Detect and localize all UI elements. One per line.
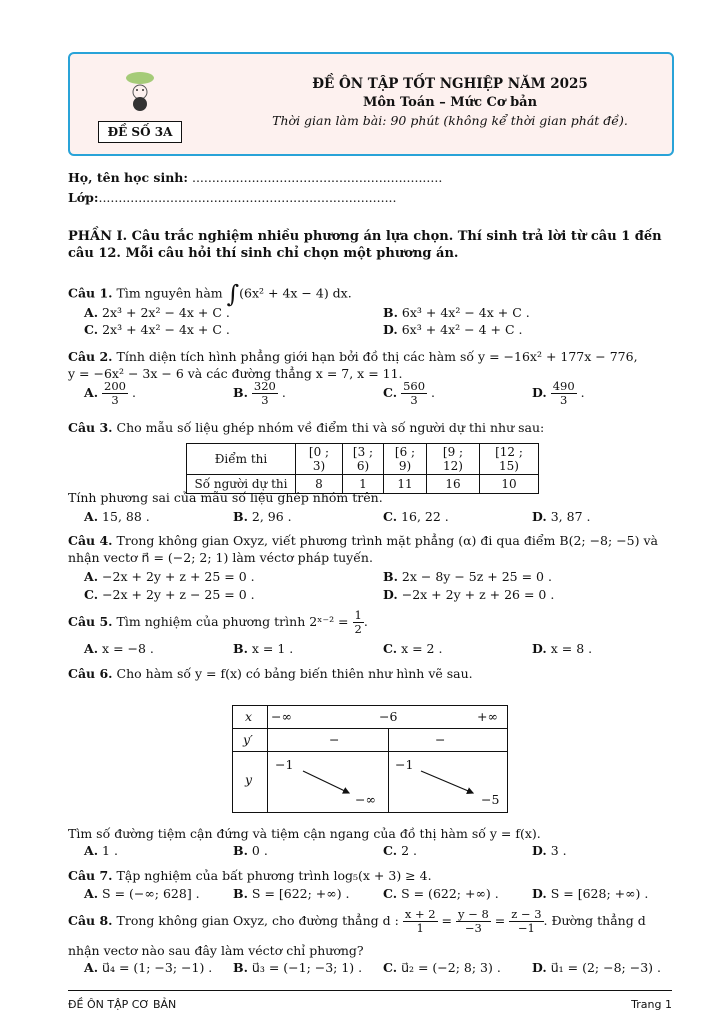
vt-sign-1: − — [329, 732, 340, 747]
table-cell: [0 ; 3) — [296, 444, 343, 475]
q6-option-d[interactable]: D. 3 . — [532, 843, 567, 858]
vt-y-bottom-2: −5 — [481, 792, 500, 807]
table-cell: Điểm thi — [187, 444, 296, 475]
q3-question: Tính phương sai của mẫu số liệu ghép nhóm trên. — [68, 490, 383, 505]
variation-table — [232, 705, 508, 813]
q8-stem: Câu 8. Trong không gian Oxyz, cho đường thẳng d : $\frac{x + 2}{1}$ = $\frac{y - 8}{-3}$ = $\frac{z - 3}{-1}$ . Đường thẳng d — [68, 907, 646, 935]
vt-x-mid: −6 — [379, 709, 398, 724]
q2-option-c[interactable]: C. $\frac{560}{3}$ . — [383, 379, 435, 407]
q3-option-d[interactable]: D. 3, 87 . — [532, 509, 591, 524]
table-row — [187, 444, 539, 475]
exam-title: ĐỀ ÔN TẬP TỐT NGHIỆP NĂM 2025 — [312, 76, 588, 92]
q4-option-d[interactable]: D. −2x + 2y + z + 26 = 0 . — [383, 587, 555, 602]
vt-sign-2: − — [435, 732, 446, 747]
q8-option-d[interactable]: D. u⃗₁ = (2; −8; −3) . — [532, 960, 661, 975]
vt-arrows — [233, 706, 507, 812]
q1-option-a[interactable]: A. 2x³ + 2x² − 4x + C . — [84, 305, 230, 320]
q3-option-c[interactable]: C. 16, 22 . — [383, 509, 449, 524]
student-class-line: Lớp:........................................................................... — [68, 190, 397, 205]
q2-option-a[interactable]: A. $\frac{200}{3}$ . — [84, 379, 136, 407]
table-cell: Số người dự thi — [187, 475, 296, 494]
q5-option-b[interactable]: B. x = 1 . — [233, 641, 294, 656]
table-cell: 10 — [480, 475, 539, 494]
q6-option-c[interactable]: C. 2 . — [383, 843, 417, 858]
student-name-line: Họ, tên học sinh: ............................................................... — [68, 170, 443, 185]
q2-stem-1: Câu 2. Tính diện tích hình phẳng giới hạn bởi đồ thị các hàm số y = −16x² + 177x − 776, — [68, 349, 638, 364]
vt-x-right: +∞ — [477, 709, 498, 724]
vt-y-label: y — [245, 772, 253, 787]
q4-stem-1: Câu 4. Trong không gian Oxyz, viết phương trình mặt phẳng (α) đi qua điểm B(2; −8; −5) và — [68, 533, 658, 548]
footer-divider — [68, 990, 672, 991]
vt-yp-label: y′ — [243, 732, 253, 747]
vt-y-top-1: −1 — [275, 757, 294, 772]
q6-option-a[interactable]: A. 1 . — [84, 843, 118, 858]
logo-icon — [118, 64, 162, 116]
part1-heading-2: câu 12. Mỗi câu hỏi thí sinh chỉ chọn một phương án. — [68, 246, 459, 261]
exam-code: ĐỀ SỐ 3A — [98, 121, 182, 143]
q6-question: Tìm số đường tiệm cận đứng và tiệm cận ngang của đồ thị hàm số y = f(x). — [68, 826, 541, 841]
q7-option-a[interactable]: A. S = (−∞; 628] . — [84, 886, 200, 901]
q8-option-a[interactable]: A. u⃗₄ = (1; −3; −1) . — [84, 960, 213, 975]
q3-option-a[interactable]: A. 15, 88 . — [84, 509, 150, 524]
q4-option-c[interactable]: C. −2x + 2y + z − 25 = 0 . — [84, 587, 255, 602]
q1-stem: Câu 1. Tìm nguyên hàm ∫(6x² + 4x − 4) dx. — [68, 280, 352, 308]
q6-option-b[interactable]: B. 0 . — [233, 843, 268, 858]
part1-heading-1: PHẦN I. Câu trắc nghiệm nhiều phương án lựa chọn. Thí sinh trả lời từ câu 1 đến — [68, 229, 662, 244]
q7-option-c[interactable]: C. S = (622; +∞) . — [383, 886, 499, 901]
table-cell: 11 — [384, 475, 427, 494]
q8-stem-2: nhận vectơ nào sau đây làm véctơ chỉ phương? — [68, 943, 364, 958]
footer-left: ĐỀ ÔN TẬP CƠ BẢN — [68, 998, 177, 1011]
vt-y-bottom-1: −∞ — [355, 792, 376, 807]
table-cell: [6 ; 9) — [384, 444, 427, 475]
q5-option-d[interactable]: D. x = 8 . — [532, 641, 593, 656]
q1-option-d[interactable]: D. 6x³ + 4x² − 4 + C . — [383, 322, 523, 337]
q7-option-d[interactable]: D. S = [628; +∞) . — [532, 886, 649, 901]
vt-y-top-2: −1 — [395, 757, 414, 772]
table-cell: 8 — [296, 475, 343, 494]
q4-option-b[interactable]: B. 2x − 8y − 5z + 25 = 0 . — [383, 569, 552, 584]
table-cell: 1 — [343, 475, 384, 494]
q4-option-a[interactable]: A. −2x + 2y + z + 25 = 0 . — [84, 569, 255, 584]
q8-option-c[interactable]: C. u⃗₂ = (−2; 8; 3) . — [383, 960, 501, 975]
q8-option-b[interactable]: B. u⃗₃ = (−1; −3; 1) . — [233, 960, 363, 975]
q5-stem: Câu 5. Tìm nghiệm của phương trình 2ˣ⁻² = $\frac{1}{2}$ . — [68, 608, 368, 636]
table-cell: [12 ; 15) — [480, 444, 539, 475]
table-cell: [3 ; 6) — [343, 444, 384, 475]
q5-option-a[interactable]: A. x = −8 . — [84, 641, 154, 656]
exam-subject: Môn Toán – Mức Cơ bản — [362, 95, 538, 110]
q1-option-c[interactable]: C. 2x³ + 4x² − 4x + C . — [84, 322, 230, 337]
vt-arrow-down-1 — [303, 771, 349, 793]
q2-option-b[interactable]: B. $\frac{320}{3}$ . — [233, 379, 286, 407]
q7-option-b[interactable]: B. S = [622; +∞) . — [233, 886, 350, 901]
table-cell: [9 ; 12) — [427, 444, 480, 475]
q2-option-d[interactable]: D. $\frac{490}{3}$ . — [532, 379, 585, 407]
q5-option-c[interactable]: C. x = 2 . — [383, 641, 443, 656]
q1-option-b[interactable]: B. 6x³ + 4x² − 4x + C . — [383, 305, 530, 320]
q2-stem-2: y = −6x² − 3x − 6 và các đường thẳng x = 7, x = 11. — [68, 366, 403, 381]
vt-x-left: −∞ — [271, 709, 292, 724]
q4-stem-2: nhận vectơ n⃗ = (−2; 2; 1) làm véctơ pháp tuyến. — [68, 550, 373, 565]
q3-stem: Câu 3. Cho mẫu số liệu ghép nhóm về điểm thi và số người dự thi như sau: — [68, 420, 545, 435]
q7-stem: Câu 7. Tập nghiệm của bất phương trình log₅(x + 3) ≥ 4. — [68, 868, 432, 883]
frequency-table — [186, 443, 539, 494]
q3-option-b[interactable]: B. 2, 96 . — [233, 509, 292, 524]
vt-arrow-down-2 — [421, 771, 473, 793]
table-cell: 16 — [427, 475, 480, 494]
q6-stem: Câu 6. Cho hàm số y = f(x) có bảng biến thiên như hình vẽ sau. — [68, 666, 473, 681]
exam-time: Thời gian làm bài: 90 phút (không kể thời gian phát đề). — [272, 113, 628, 128]
vt-x-label: x — [245, 709, 253, 724]
page-number: Trang 1 — [631, 998, 672, 1011]
